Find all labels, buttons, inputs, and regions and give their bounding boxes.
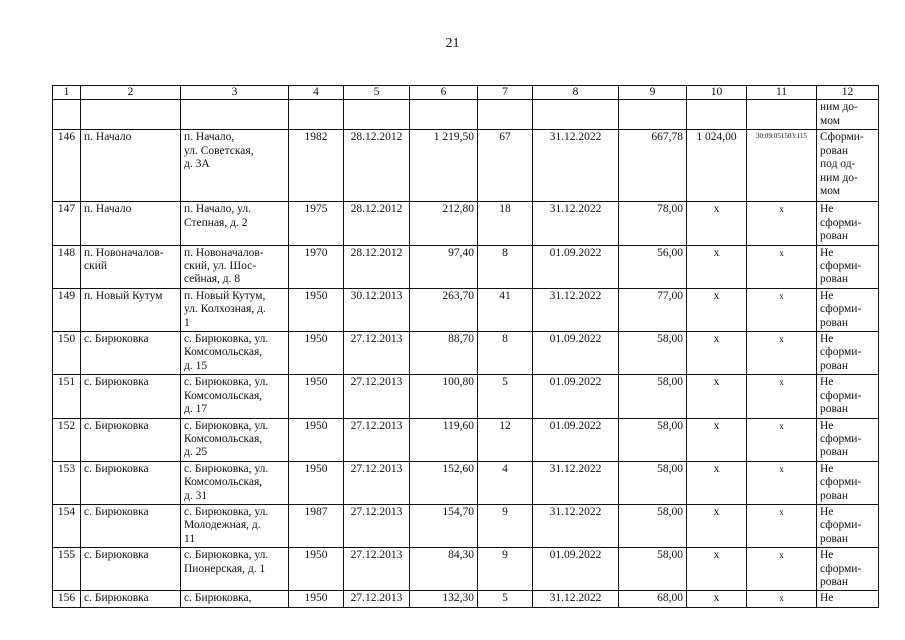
year-cell: 1950	[289, 591, 344, 607]
cell	[687, 100, 747, 130]
column-header-2: 2	[81, 86, 181, 100]
table-row	[53, 332, 879, 375]
settlement-cell: п. Новый Кутум	[81, 288, 181, 331]
cell	[619, 100, 687, 130]
year-cell: 1950	[289, 461, 344, 504]
value-cell: 77,00	[619, 288, 687, 331]
value-cell: 58,00	[619, 375, 687, 418]
column-header-1: 1	[53, 86, 81, 100]
cell	[533, 100, 619, 130]
address-cell: с. Бирюковка, ул. Комсомольская, д. 15	[181, 332, 289, 375]
cell	[747, 100, 817, 130]
area-value-cell: х	[687, 332, 747, 375]
row-number-cell: 156	[53, 591, 81, 607]
value-cell: 58,00	[619, 461, 687, 504]
row-number-cell: 148	[53, 245, 81, 288]
date-cell: 27.12.2013	[344, 548, 410, 591]
area-value-cell: х	[687, 504, 747, 547]
cell	[181, 100, 289, 130]
deadline-cell: 31.12.2022	[533, 288, 619, 331]
housing-registry-table	[52, 85, 879, 608]
residents-cell: 8	[478, 332, 533, 375]
table-body	[53, 100, 879, 607]
status-cell: Сформи- рован под од- ним до- мом	[817, 130, 879, 202]
residents-cell: 9	[478, 548, 533, 591]
cadastral-number-cell: х	[747, 245, 817, 288]
residents-cell: 12	[478, 418, 533, 461]
year-cell: 1975	[289, 202, 344, 245]
address-cell: п. Новоначалов- ский, ул. Шос- сейная, д. 8	[181, 245, 289, 288]
deadline-cell: 01.09.2022	[533, 332, 619, 375]
settlement-cell: п. Начало	[81, 130, 181, 202]
area-value-cell: 1 024,00	[687, 130, 747, 202]
year-cell: 1982	[289, 130, 344, 202]
address-cell: с. Бирюковка, ул. Молодежная, д. 11	[181, 504, 289, 547]
column-header-9: 9	[619, 86, 687, 100]
area-cell: 100,80	[410, 375, 478, 418]
cadastral-number-cell: х	[747, 202, 817, 245]
column-header-12: 12	[817, 86, 879, 100]
cadastral-number-cell: х	[747, 548, 817, 591]
column-header-7: 7	[478, 86, 533, 100]
value-cell: 68,00	[619, 591, 687, 607]
cadastral-number-cell: х	[747, 504, 817, 547]
column-header-4: 4	[289, 86, 344, 100]
table-row	[53, 418, 879, 461]
area-cell: 1 219,50	[410, 130, 478, 202]
column-header-3: 3	[181, 86, 289, 100]
settlement-cell: п. Начало	[81, 202, 181, 245]
area-cell: 263,70	[410, 288, 478, 331]
date-cell: 27.12.2013	[344, 461, 410, 504]
residents-cell: 41	[478, 288, 533, 331]
residents-cell: 9	[478, 504, 533, 547]
column-header-6: 6	[410, 86, 478, 100]
column-header-10: 10	[687, 86, 747, 100]
cell	[344, 100, 410, 130]
value-cell: 58,00	[619, 332, 687, 375]
address-cell: п. Начало, ул. Степная, д. 2	[181, 202, 289, 245]
status-cell: Не сформи- рован	[817, 418, 879, 461]
deadline-cell: 01.09.2022	[533, 375, 619, 418]
status-cell: Не сформи- рован	[817, 461, 879, 504]
row-number-cell: 151	[53, 375, 81, 418]
deadline-cell: 31.12.2022	[533, 130, 619, 202]
address-cell: п. Новый Кутум, ул. Колхозная, д. 1	[181, 288, 289, 331]
address-cell: с. Бирюковка, ул. Пионерская, д. 1	[181, 548, 289, 591]
area-value-cell: х	[687, 202, 747, 245]
status-cell: Не сформи- рован	[817, 288, 879, 331]
settlement-cell: с. Бирюковка	[81, 591, 181, 607]
cell	[289, 100, 344, 130]
value-cell: 56,00	[619, 245, 687, 288]
column-header-8: 8	[533, 86, 619, 100]
status-cell: Не сформи- рован	[817, 504, 879, 547]
cadastral-number-cell: х	[747, 288, 817, 331]
table-row	[53, 245, 879, 288]
residents-cell: 4	[478, 461, 533, 504]
row-number-cell: 153	[53, 461, 81, 504]
area-cell: 88,70	[410, 332, 478, 375]
cell	[53, 100, 81, 130]
column-header-5: 5	[344, 86, 410, 100]
cadastral-number-cell: х	[747, 332, 817, 375]
table-row	[53, 548, 879, 591]
residents-cell: 8	[478, 245, 533, 288]
area-cell: 132,30	[410, 591, 478, 607]
cadastral-number-cell: х	[747, 375, 817, 418]
date-cell: 28.12.2012	[344, 130, 410, 202]
cell	[410, 100, 478, 130]
column-header-11: 11	[747, 86, 817, 100]
area-cell: 97,40	[410, 245, 478, 288]
area-cell: 152,60	[410, 461, 478, 504]
cadastral-number-cell: х	[747, 461, 817, 504]
area-value-cell: х	[687, 461, 747, 504]
address-cell: с. Бирюковка, ул. Комсомольская, д. 17	[181, 375, 289, 418]
date-cell: 28.12.2012	[344, 202, 410, 245]
value-cell: 78,00	[619, 202, 687, 245]
area-value-cell: х	[687, 548, 747, 591]
area-value-cell: х	[687, 375, 747, 418]
address-cell: с. Бирюковка, ул. Комсомольская, д. 25	[181, 418, 289, 461]
year-cell: 1950	[289, 288, 344, 331]
area-value-cell: х	[687, 245, 747, 288]
date-cell: 27.12.2013	[344, 591, 410, 607]
row-number-cell: 146	[53, 130, 81, 202]
table-row	[53, 130, 879, 202]
settlement-cell: с. Бирюковка	[81, 332, 181, 375]
residents-cell: 67	[478, 130, 533, 202]
table-row	[53, 504, 879, 547]
address-cell: п. Начало, ул. Советская, д. 3А	[181, 130, 289, 202]
year-cell: 1950	[289, 548, 344, 591]
cadastral-number-cell: х	[747, 418, 817, 461]
row-number-cell: 154	[53, 504, 81, 547]
area-cell: 154,70	[410, 504, 478, 547]
year-cell: 1987	[289, 504, 344, 547]
table-row	[53, 375, 879, 418]
date-cell: 27.12.2013	[344, 504, 410, 547]
status-cell: Не сформи- рован	[817, 332, 879, 375]
year-cell: 1970	[289, 245, 344, 288]
date-cell: 27.12.2013	[344, 332, 410, 375]
deadline-cell: 31.12.2022	[533, 202, 619, 245]
year-cell: 1950	[289, 375, 344, 418]
area-cell: 212,80	[410, 202, 478, 245]
deadline-cell: 01.09.2022	[533, 418, 619, 461]
row-number-cell: 150	[53, 332, 81, 375]
date-cell: 27.12.2013	[344, 375, 410, 418]
cell	[81, 100, 181, 130]
area-value-cell: х	[687, 591, 747, 607]
cell	[478, 100, 533, 130]
status-cell: Не сформи- рован	[817, 245, 879, 288]
row-number-cell: 152	[53, 418, 81, 461]
cadastral-number-cell: х	[747, 591, 817, 607]
settlement-cell: п. Новоначалов- ский	[81, 245, 181, 288]
residents-cell: 5	[478, 375, 533, 418]
status-cell: Не сформи- рован	[817, 548, 879, 591]
table-row	[53, 288, 879, 331]
deadline-cell: 31.12.2022	[533, 461, 619, 504]
cadastral-number-cell: 30:09:051503:115	[747, 130, 817, 202]
settlement-cell: с. Бирюковка	[81, 548, 181, 591]
row-number-cell: 155	[53, 548, 81, 591]
address-cell: с. Бирюковка,	[181, 591, 289, 607]
value-cell: 58,00	[619, 504, 687, 547]
deadline-cell: 01.09.2022	[533, 245, 619, 288]
date-cell: 28.12.2012	[344, 245, 410, 288]
status-cell: ним до- мом	[817, 100, 879, 130]
area-cell: 119,60	[410, 418, 478, 461]
deadline-cell: 31.12.2022	[533, 591, 619, 607]
table-row	[53, 591, 879, 607]
settlement-cell: с. Бирюковка	[81, 504, 181, 547]
settlement-cell: с. Бирюковка	[81, 461, 181, 504]
header-row	[53, 86, 879, 100]
value-cell: 58,00	[619, 418, 687, 461]
status-cell: Не	[817, 591, 879, 607]
table-row	[53, 461, 879, 504]
address-cell: с. Бирюковка, ул. Комсомольская, д. 31	[181, 461, 289, 504]
year-cell: 1950	[289, 418, 344, 461]
status-cell: Не сформи- рован	[817, 375, 879, 418]
status-cell: Не сформи- рован	[817, 202, 879, 245]
deadline-cell: 01.09.2022	[533, 548, 619, 591]
continuation-row	[53, 100, 879, 130]
residents-cell: 5	[478, 591, 533, 607]
year-cell: 1950	[289, 332, 344, 375]
area-value-cell: х	[687, 418, 747, 461]
table-row	[53, 202, 879, 245]
date-cell: 30.12.2013	[344, 288, 410, 331]
row-number-cell: 149	[53, 288, 81, 331]
settlement-cell: с. Бирюковка	[81, 375, 181, 418]
residents-cell: 18	[478, 202, 533, 245]
settlement-cell: с. Бирюковка	[81, 418, 181, 461]
area-cell: 84,30	[410, 548, 478, 591]
row-number-cell: 147	[53, 202, 81, 245]
value-cell: 58,00	[619, 548, 687, 591]
date-cell: 27.12.2013	[344, 418, 410, 461]
area-value-cell: х	[687, 288, 747, 331]
page-number: 21	[445, 36, 460, 51]
value-cell: 667,78	[619, 130, 687, 202]
deadline-cell: 31.12.2022	[533, 504, 619, 547]
